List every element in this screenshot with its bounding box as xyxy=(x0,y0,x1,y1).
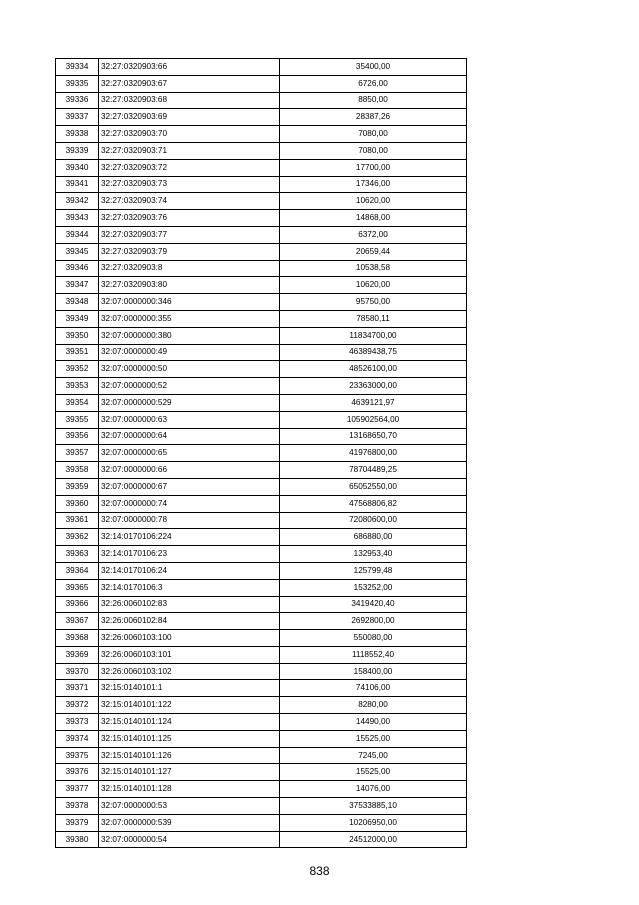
cadastral-number-cell: 32:14:0170106:24 xyxy=(99,562,280,579)
cadastral-number-cell: 32:07:0000000:529 xyxy=(99,394,280,411)
value-cell: 48526100,00 xyxy=(280,361,467,378)
table-row xyxy=(56,596,467,613)
cadastral-number-cell: 32:07:0000000:380 xyxy=(99,327,280,344)
row-number-cell: 39376 xyxy=(56,764,99,781)
table-row xyxy=(56,142,467,159)
cadastral-number-cell: 32:14:0170106:23 xyxy=(99,546,280,563)
row-number-cell: 39341 xyxy=(56,176,99,193)
value-cell: 550080,00 xyxy=(280,630,467,647)
table-row xyxy=(56,781,467,798)
table-row xyxy=(56,126,467,143)
table-row xyxy=(56,260,467,277)
value-cell: 14868,00 xyxy=(280,210,467,227)
value-cell: 20659,44 xyxy=(280,243,467,260)
cadastral-number-cell: 32:07:0000000:74 xyxy=(99,495,280,512)
table-row xyxy=(56,714,467,731)
table-row xyxy=(56,730,467,747)
row-number-cell: 39355 xyxy=(56,411,99,428)
row-number-cell: 39351 xyxy=(56,344,99,361)
table-row xyxy=(56,310,467,327)
value-cell: 15525,00 xyxy=(280,764,467,781)
row-number-cell: 39350 xyxy=(56,327,99,344)
cadastral-value-table xyxy=(55,58,467,848)
cadastral-number-cell: 32:26:0060103:101 xyxy=(99,646,280,663)
value-cell: 6372,00 xyxy=(280,226,467,243)
row-number-cell: 39363 xyxy=(56,546,99,563)
cadastral-number-cell: 32:07:0000000:78 xyxy=(99,512,280,529)
cadastral-number-cell: 32:27:0320903:79 xyxy=(99,243,280,260)
value-cell: 8850,00 xyxy=(280,92,467,109)
value-cell: 10206950,00 xyxy=(280,814,467,831)
row-number-cell: 39368 xyxy=(56,630,99,647)
cadastral-number-cell: 32:07:0000000:50 xyxy=(99,361,280,378)
value-cell: 13168650,70 xyxy=(280,428,467,445)
cadastral-number-cell: 32:07:0000000:67 xyxy=(99,478,280,495)
value-cell: 28387,26 xyxy=(280,109,467,126)
row-number-cell: 39358 xyxy=(56,462,99,479)
row-number-cell: 39365 xyxy=(56,579,99,596)
value-cell: 74106,00 xyxy=(280,680,467,697)
value-cell: 17346,00 xyxy=(280,176,467,193)
value-cell: 1118552,40 xyxy=(280,646,467,663)
row-number-cell: 39367 xyxy=(56,613,99,630)
table-row xyxy=(56,445,467,462)
cadastral-number-cell: 32:07:0000000:54 xyxy=(99,831,280,848)
table-row xyxy=(56,529,467,546)
table-row xyxy=(56,92,467,109)
row-number-cell: 39354 xyxy=(56,394,99,411)
table-row xyxy=(56,378,467,395)
row-number-cell: 39343 xyxy=(56,210,99,227)
row-number-cell: 39353 xyxy=(56,378,99,395)
table-row xyxy=(56,562,467,579)
value-cell: 11834700,00 xyxy=(280,327,467,344)
cadastral-number-cell: 32:14:0170106:224 xyxy=(99,529,280,546)
cadastral-number-cell: 32:15:0140101:1 xyxy=(99,680,280,697)
row-number-cell: 39364 xyxy=(56,562,99,579)
cadastral-number-cell: 32:07:0000000:66 xyxy=(99,462,280,479)
table-row xyxy=(56,613,467,630)
table-row xyxy=(56,176,467,193)
table-row xyxy=(56,546,467,563)
table-row xyxy=(56,478,467,495)
table-row xyxy=(56,193,467,210)
value-cell: 95750,00 xyxy=(280,294,467,311)
row-number-cell: 39373 xyxy=(56,714,99,731)
row-number-cell: 39349 xyxy=(56,310,99,327)
table-row xyxy=(56,428,467,445)
value-cell: 41976800,00 xyxy=(280,445,467,462)
cadastral-number-cell: 32:27:0320903:77 xyxy=(99,226,280,243)
value-cell: 17700,00 xyxy=(280,159,467,176)
value-cell: 2692800,00 xyxy=(280,613,467,630)
row-number-cell: 39378 xyxy=(56,798,99,815)
row-number-cell: 39380 xyxy=(56,831,99,848)
value-cell: 47568806,82 xyxy=(280,495,467,512)
cadastral-number-cell: 32:07:0000000:63 xyxy=(99,411,280,428)
table-row xyxy=(56,663,467,680)
table-row xyxy=(56,512,467,529)
table-row xyxy=(56,680,467,697)
value-cell: 46389438,75 xyxy=(280,344,467,361)
table-row xyxy=(56,462,467,479)
row-number-cell: 39375 xyxy=(56,747,99,764)
row-number-cell: 39359 xyxy=(56,478,99,495)
row-number-cell: 39345 xyxy=(56,243,99,260)
row-number-cell: 39340 xyxy=(56,159,99,176)
cadastral-number-cell: 32:07:0000000:49 xyxy=(99,344,280,361)
page-number: 838 xyxy=(309,864,330,878)
cadastral-number-cell: 32:07:0000000:539 xyxy=(99,814,280,831)
cadastral-number-cell: 32:27:0320903:76 xyxy=(99,210,280,227)
cadastral-number-cell: 32:26:0060102:83 xyxy=(99,596,280,613)
value-cell: 10620,00 xyxy=(280,193,467,210)
cadastral-number-cell: 32:26:0060102:84 xyxy=(99,613,280,630)
table-row xyxy=(56,277,467,294)
value-cell: 4639121,97 xyxy=(280,394,467,411)
cadastral-number-cell: 32:07:0000000:346 xyxy=(99,294,280,311)
row-number-cell: 39338 xyxy=(56,126,99,143)
table-row xyxy=(56,109,467,126)
row-number-cell: 39369 xyxy=(56,646,99,663)
cadastral-number-cell: 32:27:0320903:69 xyxy=(99,109,280,126)
table-row xyxy=(56,697,467,714)
cadastral-number-cell: 32:07:0000000:355 xyxy=(99,310,280,327)
row-number-cell: 39339 xyxy=(56,142,99,159)
row-number-cell: 39374 xyxy=(56,730,99,747)
table-row xyxy=(56,747,467,764)
cadastral-number-cell: 32:27:0320903:74 xyxy=(99,193,280,210)
cadastral-number-cell: 32:15:0140101:122 xyxy=(99,697,280,714)
value-cell: 7245,00 xyxy=(280,747,467,764)
row-number-cell: 39337 xyxy=(56,109,99,126)
row-number-cell: 39348 xyxy=(56,294,99,311)
cadastral-number-cell: 32:07:0000000:52 xyxy=(99,378,280,395)
cadastral-number-cell: 32:07:0000000:53 xyxy=(99,798,280,815)
value-cell: 10538,58 xyxy=(280,260,467,277)
cadastral-number-cell: 32:15:0140101:125 xyxy=(99,730,280,747)
value-cell: 105902564,00 xyxy=(280,411,467,428)
value-cell: 10620,00 xyxy=(280,277,467,294)
table-row xyxy=(56,210,467,227)
row-number-cell: 39357 xyxy=(56,445,99,462)
table-row xyxy=(56,646,467,663)
cadastral-number-cell: 32:15:0140101:127 xyxy=(99,764,280,781)
value-cell: 65052550,00 xyxy=(280,478,467,495)
value-cell: 3419420,40 xyxy=(280,596,467,613)
value-cell: 78704489,25 xyxy=(280,462,467,479)
cadastral-number-cell: 32:27:0320903:70 xyxy=(99,126,280,143)
table-row xyxy=(56,814,467,831)
table-row xyxy=(56,361,467,378)
cadastral-number-cell: 32:27:0320903:72 xyxy=(99,159,280,176)
table-row xyxy=(56,394,467,411)
value-cell: 14490,00 xyxy=(280,714,467,731)
table-row xyxy=(56,327,467,344)
cadastral-number-cell: 32:15:0140101:128 xyxy=(99,781,280,798)
value-cell: 37533885,10 xyxy=(280,798,467,815)
row-number-cell: 39335 xyxy=(56,75,99,92)
table-row xyxy=(56,243,467,260)
table-row xyxy=(56,630,467,647)
row-number-cell: 39352 xyxy=(56,361,99,378)
cadastral-number-cell: 32:15:0140101:124 xyxy=(99,714,280,731)
value-cell: 686880,00 xyxy=(280,529,467,546)
table-row xyxy=(56,344,467,361)
cadastral-number-cell: 32:27:0320903:66 xyxy=(99,59,280,76)
cadastral-number-cell: 32:27:0320903:80 xyxy=(99,277,280,294)
table-row xyxy=(56,294,467,311)
cadastral-number-cell: 32:27:0320903:8 xyxy=(99,260,280,277)
cadastral-number-cell: 32:14:0170106:3 xyxy=(99,579,280,596)
row-number-cell: 39379 xyxy=(56,814,99,831)
value-cell: 72080600,00 xyxy=(280,512,467,529)
value-cell: 153252,00 xyxy=(280,579,467,596)
value-cell: 6726,00 xyxy=(280,75,467,92)
table-row xyxy=(56,226,467,243)
row-number-cell: 39370 xyxy=(56,663,99,680)
table-row xyxy=(56,159,467,176)
cadastral-number-cell: 32:07:0000000:65 xyxy=(99,445,280,462)
row-number-cell: 39347 xyxy=(56,277,99,294)
value-cell: 7080,00 xyxy=(280,126,467,143)
value-cell: 132953,40 xyxy=(280,546,467,563)
row-number-cell: 39361 xyxy=(56,512,99,529)
table-row xyxy=(56,831,467,848)
row-number-cell: 39360 xyxy=(56,495,99,512)
row-number-cell: 39377 xyxy=(56,781,99,798)
table-body xyxy=(56,59,467,848)
row-number-cell: 39342 xyxy=(56,193,99,210)
cadastral-number-cell: 32:26:0060103:102 xyxy=(99,663,280,680)
row-number-cell: 39366 xyxy=(56,596,99,613)
cadastral-number-cell: 32:27:0320903:73 xyxy=(99,176,280,193)
cadastral-number-cell: 32:26:0060103:100 xyxy=(99,630,280,647)
value-cell: 158400,00 xyxy=(280,663,467,680)
row-number-cell: 39344 xyxy=(56,226,99,243)
table-row xyxy=(56,495,467,512)
row-number-cell: 39371 xyxy=(56,680,99,697)
value-cell: 23363000,00 xyxy=(280,378,467,395)
row-number-cell: 39372 xyxy=(56,697,99,714)
value-cell: 78580,11 xyxy=(280,310,467,327)
table-row xyxy=(56,411,467,428)
value-cell: 14076,00 xyxy=(280,781,467,798)
value-cell: 8280,00 xyxy=(280,697,467,714)
cadastral-number-cell: 32:27:0320903:68 xyxy=(99,92,280,109)
table-row xyxy=(56,75,467,92)
value-cell: 15525,00 xyxy=(280,730,467,747)
value-cell: 35400,00 xyxy=(280,59,467,76)
table-row xyxy=(56,764,467,781)
table-row xyxy=(56,59,467,76)
row-number-cell: 39362 xyxy=(56,529,99,546)
value-cell: 125799,48 xyxy=(280,562,467,579)
row-number-cell: 39334 xyxy=(56,59,99,76)
row-number-cell: 39336 xyxy=(56,92,99,109)
value-cell: 24512000,00 xyxy=(280,831,467,848)
cadastral-number-cell: 32:27:0320903:71 xyxy=(99,142,280,159)
table-row xyxy=(56,579,467,596)
cadastral-number-cell: 32:27:0320903:67 xyxy=(99,75,280,92)
row-number-cell: 39356 xyxy=(56,428,99,445)
row-number-cell: 39346 xyxy=(56,260,99,277)
cadastral-number-cell: 32:15:0140101:126 xyxy=(99,747,280,764)
value-cell: 7080,00 xyxy=(280,142,467,159)
cadastral-number-cell: 32:07:0000000:64 xyxy=(99,428,280,445)
table-row xyxy=(56,798,467,815)
